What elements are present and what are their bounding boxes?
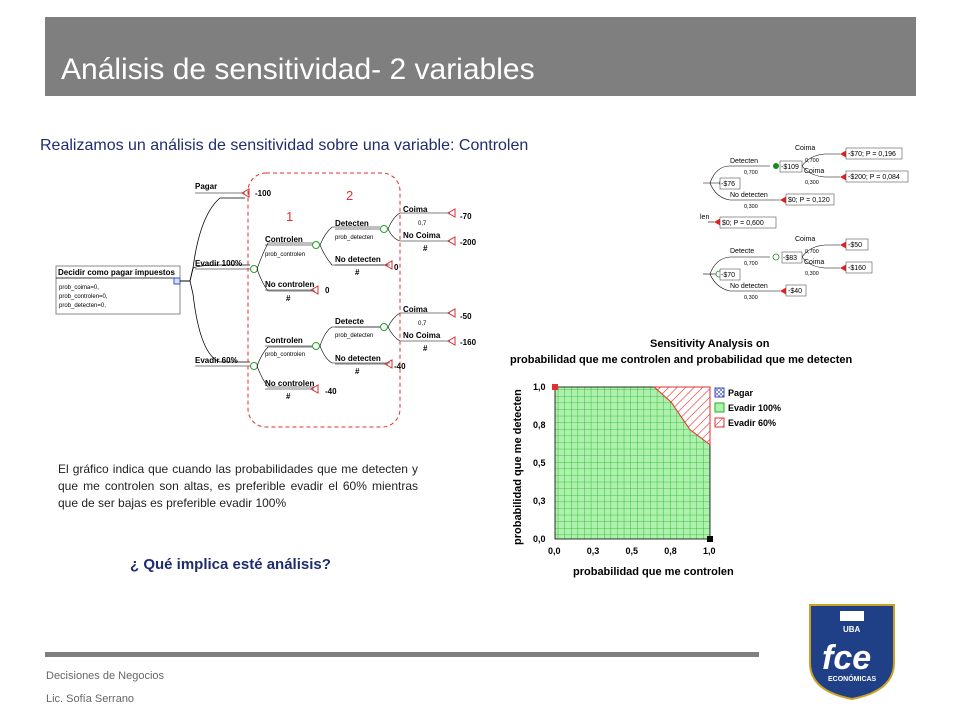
corner-marker-bottom-right: [707, 536, 713, 542]
logo-top: UBA: [843, 625, 861, 634]
fce-logo: [806, 603, 898, 701]
mini-detecte-prob: 0,700: [744, 261, 758, 267]
evadir100-no-controlen-value: 0: [325, 286, 330, 295]
legend-label: Evadir 60%: [728, 418, 777, 428]
x-tick-label: 0,3: [586, 546, 600, 556]
y-tick-label: 0,0: [533, 534, 546, 544]
y-tick-label: 0,3: [533, 496, 546, 506]
mini-coima: Coima: [795, 145, 816, 152]
chart-subtitle: probabilidad que me controlen and probabilidad que me detecten: [510, 354, 853, 366]
mini-coima-prob: 0,700: [805, 158, 819, 164]
branch-evadir100: Evadir 100%: [195, 259, 243, 268]
mini-b-no-detecten-prob: 0,300: [744, 295, 758, 301]
evadir60-controlen: Controlen: [265, 336, 303, 345]
mini-no-detecten-prob: 0,300: [744, 204, 758, 210]
chance-node-icon: [773, 163, 779, 169]
mini-ev-109: -$109: [781, 164, 799, 171]
chance-node-icon: [773, 254, 779, 260]
branch-pagar: Pagar: [195, 182, 218, 191]
mini-no-detecten: No detecten: [730, 192, 768, 199]
evadir100-controlen-prob: prob_controlen: [265, 252, 306, 258]
evadir60-no-coima: No Coima: [403, 331, 441, 340]
decision-node[interactable]: [174, 278, 180, 284]
evadir100-no-controlen-prob: #: [286, 294, 291, 303]
evadir60-controlen-prob: prob_controlen: [265, 352, 306, 358]
annotation-1: 1: [286, 209, 294, 224]
legend-swatch: [715, 388, 724, 397]
evadir100-no-coima-value: -200: [460, 238, 477, 247]
mini-b-box1: -$50: [848, 242, 863, 249]
chance-node-icon: [251, 363, 258, 370]
question-text: ¿ Qué implica esté análisis?: [130, 556, 331, 573]
mini-b-coima-prob: 0,700: [805, 249, 819, 255]
evadir60-no-controlen-value: -40: [325, 387, 337, 396]
chance-node-icon: [381, 324, 388, 331]
evadir100-no-controlen: No controlen: [265, 280, 315, 289]
evadir60-coima-value: -50: [460, 312, 472, 321]
chance-node-icon: [313, 242, 320, 249]
logo-bottom: ECONÓMICAS: [828, 676, 877, 683]
root-note-3: prob_detecten=0,: [59, 303, 106, 309]
mini-ev-76: -$76: [721, 181, 736, 188]
evadir60-no-detecten: No detecten: [335, 354, 381, 363]
mini-coima2: Coima: [804, 168, 825, 175]
mini-b-box2: -$160: [848, 265, 866, 272]
mini-ev-70: -$70: [721, 272, 736, 279]
root-note-2: prob_controlen=0,: [59, 294, 108, 300]
evadir60-no-detecten-value: -40: [394, 362, 406, 371]
mini-coima2-prob: 0,300: [805, 180, 819, 186]
chart-legend: [715, 388, 781, 428]
y-axis-label: probabilidad que me detecten: [512, 389, 524, 545]
evadir100-detecten: Detecten: [335, 219, 369, 228]
slide-title: Análisis de sensitividad- 2 variables: [61, 53, 535, 86]
mini-box2: -$200; P = 0,084: [848, 174, 900, 181]
title-bar: [45, 17, 916, 96]
x-tick-label: 0,0: [548, 546, 561, 556]
evadir100-coima-value: -70: [460, 212, 472, 221]
x-tick-label: 0,8: [664, 546, 677, 556]
evadir100-coima-prob: 0,7: [418, 221, 427, 227]
x-axis-label: probabilidad que me controlen: [573, 566, 734, 578]
chance-node-icon: [381, 226, 388, 233]
mini-tree: [700, 138, 910, 308]
legend-label: Pagar: [728, 388, 754, 398]
evadir100-detecten-prob: prob_detecten: [335, 235, 374, 241]
mini-box1: -$70; P = 0,196: [848, 151, 896, 158]
root-label: Decidir como pagar impuestos: [58, 268, 175, 277]
decision-tree: [50, 165, 490, 435]
mini-box4: $0; P = 0,600: [722, 220, 764, 227]
evadir60-detecte: Detecte: [335, 317, 364, 326]
logo-main: fce: [822, 639, 872, 677]
evadir60-no-controlen-prob: #: [286, 392, 291, 401]
mini-partial-label: len: [700, 214, 710, 221]
mini-ev-83: -$83: [783, 255, 798, 262]
sensitivity-chart: [505, 330, 915, 580]
y-tick-label: 0,5: [533, 458, 546, 468]
footer-course: Decisiones de Negocios: [46, 670, 165, 682]
footer-rule: [45, 652, 759, 657]
root-note-1: prob_coima=0,: [59, 285, 99, 291]
footer-author: Lic. Sofía Serrano: [46, 693, 135, 705]
plot-area: [552, 384, 713, 542]
evadir100-no-detecten: No detecten: [335, 255, 381, 264]
annotation-2: 2: [346, 188, 354, 203]
evadir60-no-controlen: No controlen: [265, 379, 315, 388]
mini-box3: $0; P = 0,120: [788, 197, 830, 204]
evadir60-no-coima-value: -160: [460, 338, 477, 347]
pagar-value: -100: [255, 189, 272, 198]
legend-swatch: [715, 403, 724, 412]
chance-node-icon: [251, 266, 258, 273]
evadir100-no-detecten-value: 0: [394, 263, 399, 272]
body-paragraph: El gráfico indica que cuando las probabilidades que me detecten y que me controlen son altas, es preferible evadir el 60% mientras que de ser bajas es preferible evadir 100%: [58, 462, 418, 510]
legend-swatch: [715, 418, 724, 427]
y-tick-label: 0,8: [533, 420, 546, 430]
evadir100-no-coima-prob: #: [423, 244, 428, 253]
evadir100-coima: Coima: [403, 205, 428, 214]
evadir100-no-coima: No Coima: [403, 231, 441, 240]
corner-marker-top-left: [552, 384, 558, 390]
legend-label: Evadir 100%: [728, 403, 782, 413]
evadir60-coima-prob: 0,7: [418, 321, 427, 327]
mini-detecte: Detecte: [730, 248, 755, 255]
x-tick-label: 1,0: [703, 546, 716, 556]
chance-node-icon: [313, 343, 320, 350]
mini-b-coima2-prob: 0,300: [805, 271, 819, 277]
evadir60-no-coima-prob: #: [423, 344, 428, 353]
evadir60-coima: Coima: [403, 305, 428, 314]
evadir60-no-detecten-prob: #: [355, 367, 360, 376]
evadir60-detecte-prob: prob_detecten: [335, 333, 374, 339]
y-tick-label: 1,0: [533, 382, 546, 392]
mini-b-coima2: Coima: [804, 259, 825, 266]
mini-detecten: Detecten: [730, 158, 759, 165]
branch-evadir60: Evadir 60%: [195, 356, 238, 365]
mini-b-box3: -$40: [788, 288, 803, 295]
mini-detecten-prob: 0,700: [744, 170, 758, 176]
mini-b-coima: Coima: [795, 236, 816, 243]
x-tick-label: 0,5: [625, 546, 639, 556]
mini-b-no-detecten: No detecten: [730, 283, 768, 290]
evadir100-no-detecten-prob: #: [355, 268, 360, 277]
chart-title: Sensitivity Analysis on: [650, 338, 770, 350]
slide-subtitle: Realizamos un análisis de sensitividad sobre una variable: Controlen: [40, 137, 529, 154]
evadir100-controlen: Controlen: [265, 235, 303, 244]
